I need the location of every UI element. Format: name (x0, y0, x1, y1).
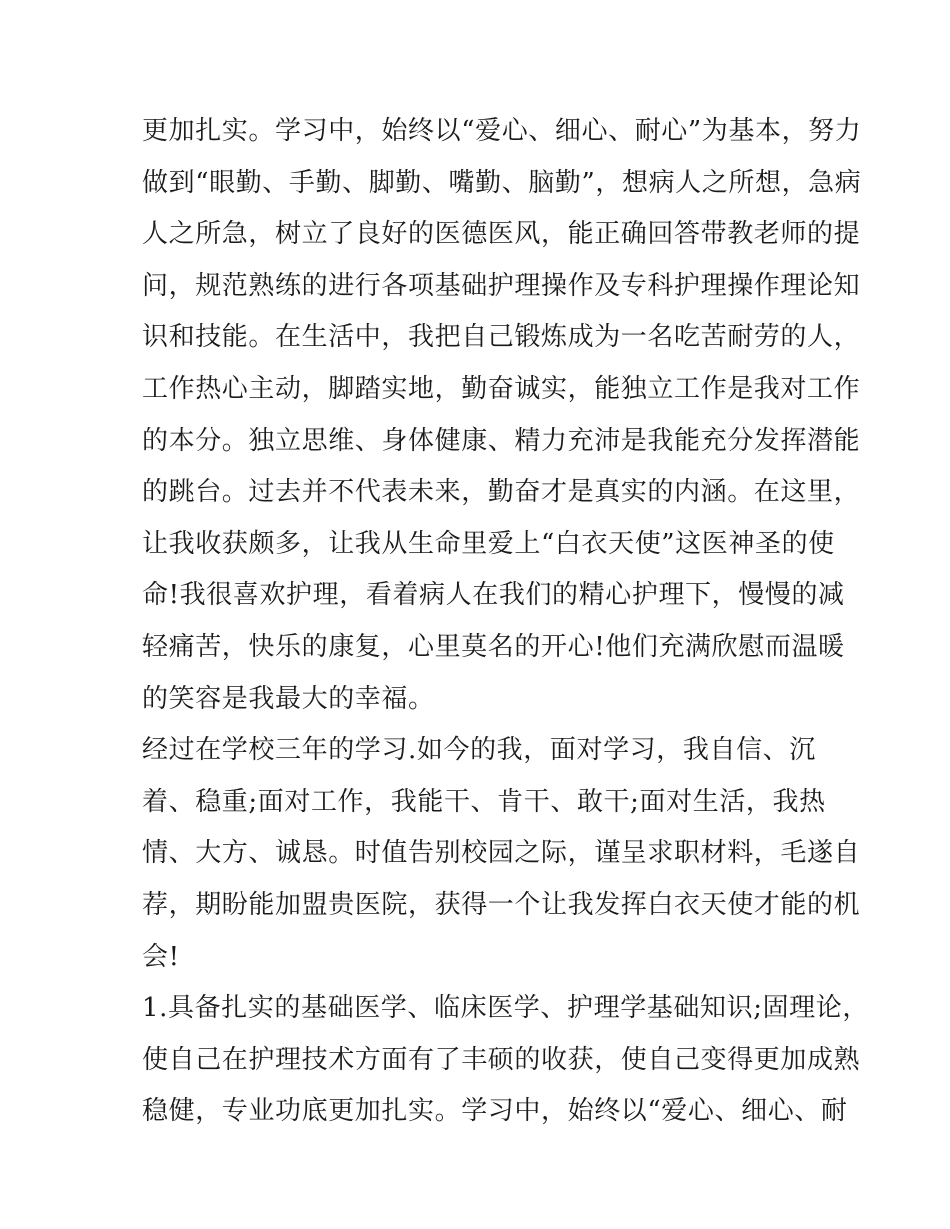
paragraph-2-line-3: 情、大方、诚恳。时值告别校园之际，谨呈求职材料，毛遂自 (142, 838, 861, 869)
paragraph-1-line-11: 轻痛苦，快乐的康复，心里莫名的开心!他们充满欣慰而温暖 (142, 631, 845, 662)
paragraph-1-line-9: 让我收获颇多，让我从生命里爱上“白衣天使”这医神圣的使 (142, 528, 835, 559)
paragraph-1-line-4: 问，规范熟练的进行各项基础护理操作及专科护理操作理论知 (142, 270, 861, 301)
document-body (142, 106, 869, 1138)
paragraph-1-line-1: 更加扎实。学习中，始终以“爱心、细心、耐心”为基本，努力 (142, 116, 862, 146)
paragraph-2-line-2: 着、稳重;面对工作，我能干、肯干、敢干;面对生活，我热 (142, 786, 826, 817)
paragraph-1-line-3: 人之所急，树立了良好的医德医风，能正确回答带教老师的提 (142, 219, 861, 250)
paragraph-3-line-2: 使自己在护理技术方面有了丰硕的收获，使自己变得更加成熟 (142, 1044, 861, 1075)
paragraph-1-line-5: 识和技能。在生活中，我把自己锻炼成为一名吃苦耐劳的人， (142, 322, 861, 353)
paragraph-2-line-4: 荐，期盼能加盟贵医院，获得一个让我发挥白衣天使才能的机 (142, 889, 861, 920)
paragraph-2-line-5: 会! (142, 941, 180, 972)
paragraph-1-line-8: 的跳台。过去并不代表未来，勤奋才是真实的内涵。在这里， (142, 477, 861, 508)
paragraph-1-line-12: 的笑容是我最大的幸福。 (142, 683, 435, 714)
paragraph-2-line-1: 经过在学校三年的学习.如今的我，面对学习，我自信、沉 (142, 735, 816, 766)
paragraph-1-line-2: 做到“眼勤、手勤、脚勤、嘴勤、脑勤”，想病人之所想，急病 (142, 167, 862, 198)
paragraph-1-line-10: 命!我很喜欢护理，看着病人在我们的精心护理下，慢慢的减 (142, 580, 845, 611)
paragraph-3-line-1: 1.具备扎实的基础医学、临床医学、护理学基础知识;固理论， (142, 993, 869, 1024)
paragraph-3-line-3: 稳健，专业功底更加扎实。学习中，始终以“爱心、细心、耐 (142, 1096, 848, 1127)
paragraph-1-line-6: 工作热心主动，脚踏实地，勤奋诚实，能独立工作是我对工作 (142, 373, 861, 404)
paragraph-1-line-7: 的本分。独立思维、身体健康、精力充沛是我能充分发挥潜能 (142, 425, 861, 456)
